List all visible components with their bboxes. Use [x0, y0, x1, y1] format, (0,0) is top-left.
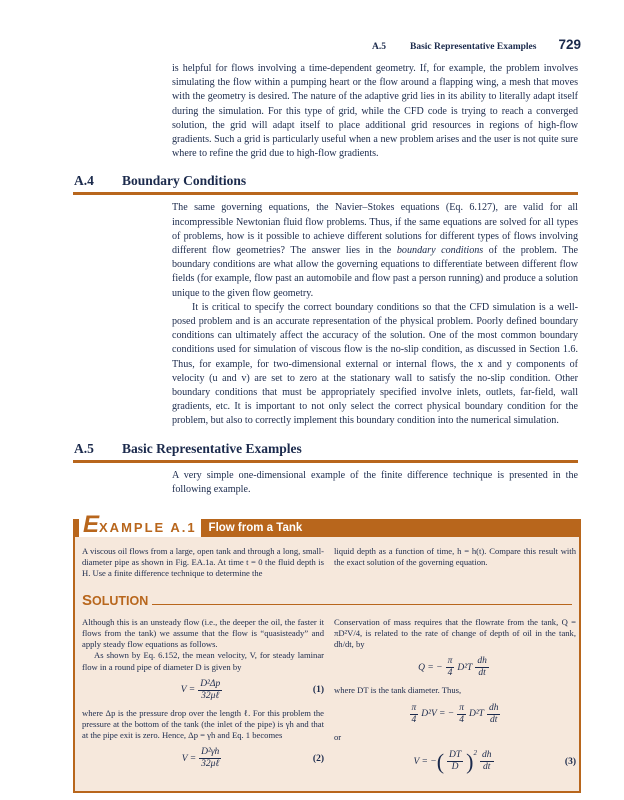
equation-number: (1) [312, 685, 324, 696]
solution-right-p1: Conservation of mass requires that the flowrate from the tank, Q = πD²V/4, is related to the rate of change of depth of oil in the tank, dh/dt, by [334, 616, 576, 650]
example-label [79, 511, 201, 539]
solution-left-p3: where Δp is the pressure drop over the length ℓ. For this problem the pressure at the bottom of the tank (the inlet of the pipe) is γh and that at the pipe exit is zero. Hence, Δp = γh and Eq. 1 becomes [82, 707, 324, 741]
pi-over-4: $\frac{\pi}{4}$ [459, 702, 464, 725]
label-rest: XAMPLE A.1 [99, 520, 197, 536]
eq-num: DT [449, 750, 462, 761]
equation-2-row [82, 747, 324, 770]
eq-lhs: V = − [413, 756, 437, 767]
section-heading-a5 [73, 441, 581, 457]
example-title: Flow from a Tank [208, 522, 303, 535]
solution-heading-row [82, 592, 572, 609]
page-body [73, 62, 581, 793]
equation-2 [182, 747, 225, 770]
paragraph [172, 201, 578, 300]
statement-right: liquid depth as a function of time, h = h(t). Compare this result with the exact solution of the governing equation. [334, 546, 576, 568]
header-title: Basic Representative Examples [409, 42, 537, 52]
eq-den: dt [478, 668, 486, 679]
equation-q-row [334, 656, 576, 679]
page-number: 729 [558, 37, 581, 52]
eq-num: π [447, 656, 453, 667]
eq-num: dh [477, 656, 487, 667]
solution-left-p1: Although this is an unsteady flow (i.e., the deeper the oil, the faster it flows from the tank) we assume that the flow is “quasisteady” and apply steady flow equations as follows. [82, 616, 324, 650]
solution-rule [152, 604, 572, 605]
solution-right-column [334, 617, 576, 781]
section-title: Boundary Conditions [122, 173, 247, 189]
eq-den: 4 [447, 668, 453, 679]
equation-1-row [82, 679, 324, 702]
example-box [73, 511, 581, 793]
solution-left-column [82, 617, 324, 781]
header-section: A.5 [371, 42, 386, 52]
section-number: A.5 [74, 440, 94, 456]
statement-left: A viscous oil flows from a large, open tank and through a long, small-diameter pipe as shown in Fig. EA.1a. At time t = 0 the fluid depth is H. Use a finite difference technique to determine the [82, 546, 324, 579]
solution-initial: S [82, 591, 93, 609]
equation-3-row [334, 749, 576, 775]
section-rule [73, 192, 578, 195]
section-heading-a4 [73, 173, 581, 189]
dh-dt: $\frac{dh}{dt}$ [488, 702, 499, 725]
eq-den: 32μℓ [201, 690, 220, 701]
section-number: A.4 [74, 173, 94, 189]
emphasis: boundary conditions [396, 245, 484, 257]
solution-heading [82, 592, 148, 609]
equation-number: (2) [312, 753, 324, 764]
eq-mid: D²T [457, 662, 473, 673]
section-title: Basic Representative Examples [122, 440, 302, 456]
eq-lhs: V = [180, 685, 196, 696]
equation-1 [181, 679, 225, 702]
page-header [73, 37, 581, 52]
eq-den: D [451, 762, 459, 773]
equation-number: (3) [564, 756, 576, 767]
text: of the problem. The boundary conditions are what allow the governing equations to differentiate between different flow fields (for example, flow past an automobile and flow past a person running) and produce a solution unique to the given flow geometry. [172, 245, 578, 299]
solution-right-p2: where DT is the tank diameter. Thus, [334, 685, 462, 696]
text: The same governing equations, the Navier–Stokes equations (Eq. 6.127), are valid for all incompressible Newtonian fluid flow problems. Thus, if the same equations are solved for all types of problems, how is it possible to achieve different solutions for different types of flows involving different flow geometries? The answer lies in the [172, 202, 578, 257]
dh-dt: $\frac{dh}{dt}$ [482, 750, 492, 773]
equation-balance-row [334, 703, 576, 726]
eq-lhs: V = [181, 753, 197, 764]
equation-3: V = − ( $\frac{DT}{D}$ ) $^2$ $\frac{dh}{dt}$ [413, 748, 492, 774]
paragraph: A very simple one-dimensional example of the finite difference technique is presented in the following example. [172, 469, 578, 495]
eq-lhs: Q = − [418, 662, 443, 673]
pi-over-4: $\frac{\pi}{4}$ [411, 702, 417, 725]
section-rule [73, 460, 578, 463]
solution-right-or: or [334, 731, 342, 742]
eq-mid: D²V = − [421, 709, 455, 719]
equation-q [418, 656, 492, 679]
example-header-bar [75, 511, 579, 539]
solution-rest: OLUTION [92, 593, 149, 608]
eq-mid: D²T [468, 709, 484, 719]
eq-num: D²Δp [200, 678, 221, 689]
eq-num: D²γh [201, 747, 220, 758]
eq-den: 32μℓ [201, 759, 220, 770]
running-header [372, 42, 536, 52]
paragraph: It is critical to specify the correct boundary conditions so that the CFD simulation is a well-posed problem and is an accurate representation of the physical problem. Poorly defined boundary conditions can ultimately affect the accuracy of the solution. One of the most common boundary conditions used for simulation of viscous flow is the no-slip condition, as discussed in Section 1.6. Thus, for example, for two-dimensional external or internal flows, the x and y components of velocity (u and v) are set to zero at the stationary wall to satisfy the no-slip condition. Other boundary conditions that must be appropriately specified involve inlets, outlets, far-field, wall gradients, etc. It is important to not only select the correct physical boundary condition for the problem, but also to correctly implement this boundary condition into the numerical simulation. [172, 301, 578, 427]
label-initial: E [83, 511, 100, 539]
intro-paragraph: is helpful for flows involving a time-dependent geometry. If, for example, the problem involves simulating the flow within a pumping heart or the flow around a flapping wing, a mesh that moves with the geometry is desired. The nature of the adaptive grid lies in its ability to literally adapt itself during the simulation. For this type of grid, while the CFD code is trying to reach a converged solution, the grid will adapt itself to place additional grid resources in regions of high-flow gradients. Such a grid is particularly useful when a new problem arises and the user is not quite sure where to refine the grid due to high-flow gradients. [172, 63, 578, 160]
solution-left-p2: As shown by Eq. 6.152, the mean velocity, V, for steady laminar flow in a round pipe of diameter D is given by [82, 650, 324, 672]
equation-balance [407, 703, 504, 726]
eq-power: 2 [473, 748, 477, 757]
